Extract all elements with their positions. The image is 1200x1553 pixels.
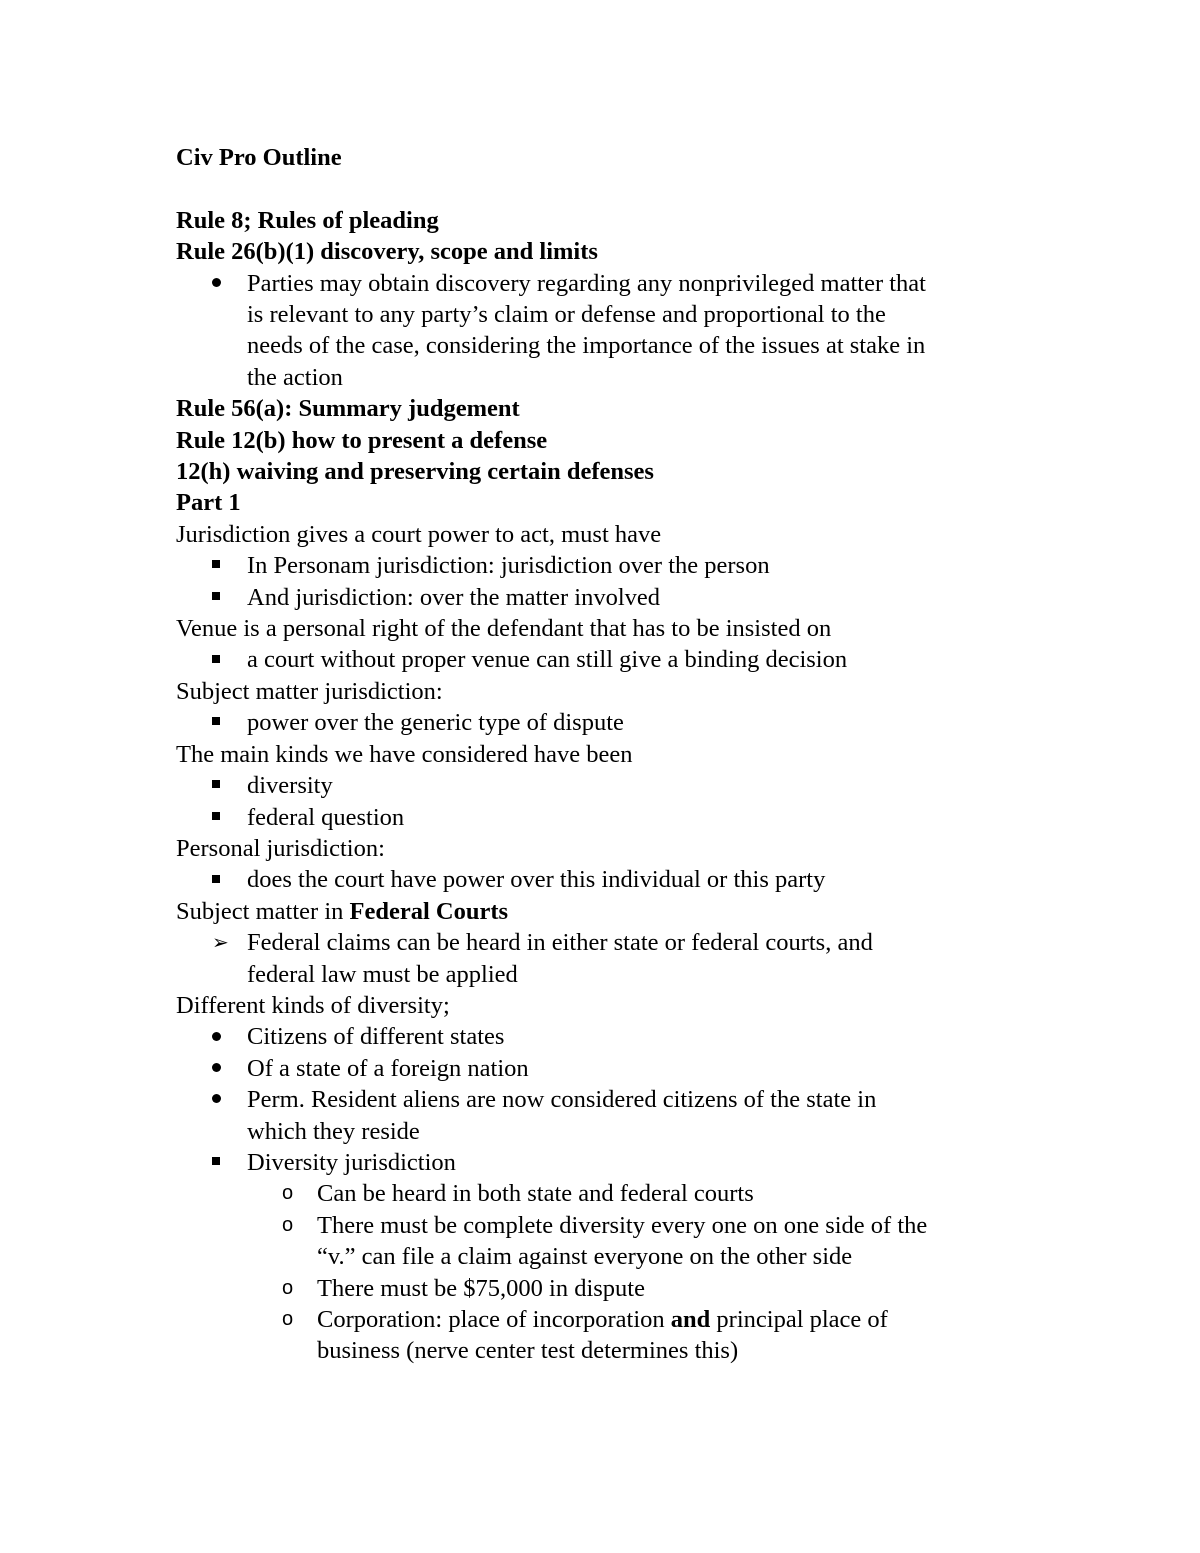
list-item-text: Can be heard in both state and federal courts: [317, 1180, 754, 1208]
list-item-text: business (nerve center test determines this): [317, 1337, 739, 1365]
personal-jurisdiction-intro: Personal jurisdiction:: [176, 834, 385, 862]
text-run: Corporation: place of incorporation: [317, 1306, 671, 1333]
list-item: [176, 1021, 1036, 1052]
bullet-square-icon: [212, 582, 220, 613]
bullet-disc-icon: [212, 1021, 221, 1052]
list-item: [176, 707, 1036, 738]
rule-26-heading: Rule 26(b)(1) discovery, scope and limits: [176, 238, 598, 266]
bullet-disc-icon: [212, 1053, 221, 1084]
bullet-disc-icon: [212, 268, 221, 299]
document-page: [176, 142, 1036, 1367]
bullet-text-line: needs of the case, considering the importance of the issues at stake in: [247, 332, 926, 360]
bullet-square-icon: [212, 1147, 220, 1178]
bullet-square-icon: [212, 864, 220, 895]
rule-12b-heading: Rule 12(b) how to present a defense: [176, 426, 548, 454]
bullet-circle-icon: o: [282, 1276, 294, 1299]
federal-courts-bold: Federal Courts: [349, 897, 509, 925]
list-item-text: which they reside: [247, 1117, 420, 1145]
list-item-text: does the court have power over this individual or this party: [247, 866, 826, 894]
list-item-text: And jurisdiction: over the matter involved: [247, 583, 661, 611]
bullet-square-icon: [212, 707, 220, 738]
sub-list-item: [176, 1178, 1036, 1209]
rule-8-heading: Rule 8; Rules of pleading: [176, 206, 439, 234]
list-item: [176, 644, 1036, 675]
document-title: Civ Pro Outline: [176, 144, 342, 171]
list-item-text: There must be complete diversity every one on one side of the: [317, 1211, 928, 1239]
list-item-text: In Personam jurisdiction: jurisdiction over the person: [247, 552, 770, 580]
list-item-text: There must be $75,000 in dispute: [317, 1274, 645, 1302]
list-item-text: power over the generic type of dispute: [247, 709, 624, 737]
bullet-square-icon: [212, 550, 220, 581]
bullet-text-line: is relevant to any party’s claim or defense and proportional to the: [247, 301, 886, 328]
list-item-text: Of a state of a foreign nation: [247, 1054, 529, 1082]
list-item-text: a court without proper venue can still give a binding decision: [247, 646, 848, 674]
list-item-text: Perm. Resident aliens are now considered citizens of the state in: [247, 1086, 877, 1114]
diversity-kinds-intro: Different kinds of diversity;: [176, 991, 450, 1019]
list-item: [176, 1084, 1036, 1147]
sub-list-item: [176, 1273, 1036, 1304]
list-item: [176, 770, 1036, 801]
bullet-circle-icon: o: [282, 1308, 294, 1330]
sub-list-item: [176, 1210, 1036, 1273]
list-item-text: federal question: [247, 803, 405, 831]
bullet-text-line: the action: [247, 363, 343, 391]
blank-line: [176, 173, 1036, 204]
list-item-text: Diversity jurisdiction: [247, 1148, 456, 1176]
jurisdiction-intro: Jurisdiction gives a court power to act, must have: [176, 520, 662, 548]
arrow-bullet-icon: ➢: [212, 930, 229, 955]
bullet-square-icon: [212, 644, 220, 675]
list-item-text: [317, 1304, 1036, 1335]
list-item-text: federal law must be applied: [247, 960, 518, 988]
bullet-square-icon: [212, 770, 220, 801]
list-item: [176, 927, 1036, 990]
bullet-text-line: Parties may obtain discovery regarding any nonprivileged matter that: [247, 269, 926, 297]
bullet-circle-icon: o: [282, 1182, 294, 1205]
list-item-text: “v.” can file a claim against everyone on the other side: [317, 1243, 853, 1271]
bullet-disc-icon: [212, 1084, 221, 1115]
venue-intro: Venue is a personal right of the defendant that has to be insisted on: [176, 615, 832, 643]
federal-courts-intro: [176, 896, 1036, 927]
text-run: principal place of: [710, 1306, 888, 1333]
list-item: [176, 1053, 1036, 1084]
bullet-circle-icon: o: [282, 1213, 294, 1236]
list-item: [176, 582, 1036, 613]
list-item: [176, 864, 1036, 895]
bold-text-run: and: [670, 1306, 711, 1333]
rule-12h-heading: 12(h) waiving and preserving certain defenses: [176, 458, 654, 486]
list-item-text: Citizens of different states: [247, 1023, 505, 1051]
rule-56-heading: Rule 56(a): Summary judgement: [176, 395, 520, 423]
bullet-square-icon: [212, 802, 220, 833]
sub-list-item: [176, 1304, 1036, 1367]
intro-text: Subject matter in: [176, 897, 350, 925]
list-item: [176, 1147, 1036, 1178]
list-item-text: Federal claims can be heard in either state or federal courts, and: [247, 929, 873, 957]
list-item-text: diversity: [247, 772, 333, 800]
list-item: [176, 802, 1036, 833]
list-item: [176, 550, 1036, 581]
part-1-heading: Part 1: [176, 489, 241, 517]
main-kinds-intro: The main kinds we have considered have been: [176, 740, 633, 768]
rule-26-bullet: [176, 268, 1036, 394]
subject-matter-intro: Subject matter jurisdiction:: [176, 677, 443, 705]
